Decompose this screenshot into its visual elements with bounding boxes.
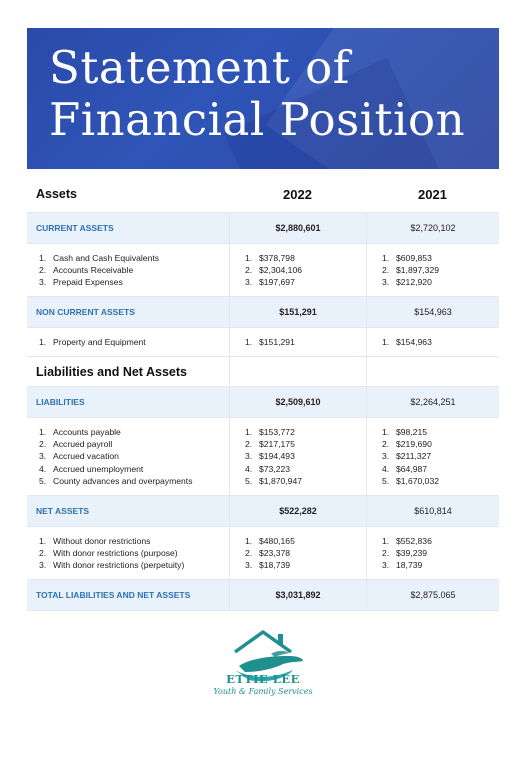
list-item: 1. Accounts payable (39, 427, 121, 437)
list-item: 2. $217,175 (245, 439, 295, 450)
list-item: 5. $1,670,032 (382, 475, 440, 486)
list-item: 2. $23,378 (245, 547, 291, 558)
list-item: 3. Prepaid Expenses (39, 277, 123, 288)
list-item: 3. $211,327 (382, 451, 432, 462)
item-values-2021 (379, 535, 499, 572)
current-assets-row (27, 213, 499, 244)
logo-name: ETTIE LEE (226, 672, 300, 686)
list-item: 2. $219,690 (382, 439, 432, 450)
item-values-2022 (242, 426, 366, 487)
section-total-2022: $2,509,610 (229, 387, 366, 417)
logo-tagline: Youth & Family Services (213, 687, 313, 696)
item-labels (36, 426, 229, 487)
item-values-2022 (242, 336, 366, 348)
list-item: 2. $39,239 (382, 547, 428, 558)
item-labels (36, 336, 229, 348)
section-total-2022: $522,282 (229, 496, 366, 526)
logo-text (205, 672, 321, 696)
net-assets-items (27, 527, 499, 580)
non-current-assets-items (27, 328, 499, 357)
section-total-2021: $610,814 (366, 496, 499, 526)
list-item: 3. $194,493 (245, 451, 295, 462)
list-item: 1. $552,836 (382, 535, 432, 546)
net-assets-row (27, 496, 499, 527)
list-item: 5. County advances and overpayments (39, 475, 193, 486)
non-current-assets-row (27, 297, 499, 328)
page-title (49, 42, 465, 146)
current-assets-items (27, 244, 499, 297)
list-item: 2. Accrued payroll (39, 439, 113, 450)
list-item: 3. $18,739 (245, 560, 291, 571)
list-item: 1. $378,798 (245, 252, 295, 263)
list-item: 1. Cash and Cash Equivalents (39, 252, 160, 263)
page-title-text: Statement of Financial Position (49, 41, 466, 146)
liabilities-row (27, 387, 499, 418)
list-item: 2. With donor restrictions (purpose) (39, 547, 178, 558)
list-item: 3. $212,920 (382, 277, 432, 288)
list-item: 2. $2,304,106 (245, 264, 303, 275)
liabilities-items (27, 418, 499, 496)
item-values-2022 (242, 535, 366, 572)
total-row (27, 580, 499, 611)
list-item: 1. $480,165 (245, 535, 295, 546)
item-values-2021 (379, 336, 499, 348)
list-item: 3. 18,739 (382, 560, 423, 571)
section-total-2021: $2,720,102 (366, 213, 499, 243)
year-2022-heading: 2022 (283, 186, 312, 202)
list-item: 1. $98,215 (382, 427, 428, 437)
total-2021: $2,875.065 (366, 580, 499, 610)
section-label: NET ASSETS (36, 506, 90, 516)
item-labels (36, 535, 229, 572)
list-item: 2. $1,897,329 (382, 264, 440, 275)
section-total-2022: $151,291 (229, 297, 366, 327)
list-item: 4. $64,987 (382, 463, 428, 474)
section-label: CURRENT ASSETS (36, 223, 114, 233)
item-values-2021 (379, 426, 499, 487)
assets-heading: Assets (36, 187, 77, 201)
section-total-2021: $2,264,251 (366, 387, 499, 417)
list-item: 2. Accounts Receivable (39, 264, 134, 275)
list-item: 3. Accrued vacation (39, 451, 119, 462)
list-item: 3. With donor restrictions (perpetuity) (39, 560, 185, 571)
list-item: 1. Without donor restrictions (39, 535, 151, 546)
item-values-2022 (242, 252, 366, 289)
table-header (27, 176, 499, 213)
item-values-2021 (379, 252, 499, 289)
list-item: 5. $1,870,947 (245, 475, 303, 486)
section-label: NON CURRENT ASSETS (36, 307, 135, 317)
section-total-2022: $2,880,601 (229, 213, 366, 243)
list-item: 4. Accrued unemployment (39, 463, 144, 474)
list-item: 1. $151,291 (245, 336, 295, 347)
list-item: 1. $609,853 (382, 252, 432, 263)
liabilities-net-assets-header (27, 357, 499, 387)
section-label: LIABILITIES (36, 397, 85, 407)
year-2021-heading: 2021 (418, 186, 447, 202)
total-label: TOTAL LIABILITIES AND NET ASSETS (36, 590, 191, 600)
total-2022: $3,031,892 (229, 580, 366, 610)
list-item: 3. $197,697 (245, 277, 295, 288)
liabilities-net-assets-heading: Liabilities and Net Assets (36, 364, 187, 379)
list-item: 4. $73,223 (245, 463, 291, 474)
list-item: 1. $154,963 (382, 336, 432, 347)
list-item: 1. Property and Equipment (39, 336, 146, 347)
list-item: 1. $153,772 (245, 427, 295, 437)
item-labels (36, 252, 229, 289)
section-total-2021: $154,963 (366, 297, 499, 327)
title-banner (27, 28, 499, 169)
financial-table (27, 176, 499, 611)
